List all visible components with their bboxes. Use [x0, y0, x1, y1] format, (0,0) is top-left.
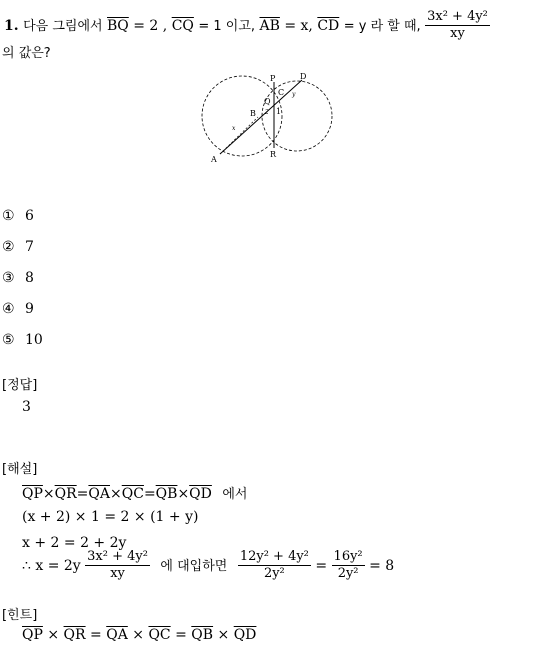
segment-bq: $\overline{BQ}$	[107, 17, 129, 34]
question-intro: 다음 그림에서	[23, 18, 103, 34]
question-fraction-num: 3x² + 4y²	[425, 10, 490, 26]
hint-seg-qd: $\overline{QD}$	[233, 627, 257, 643]
hint-seg-qc: $\overline{QC}$	[148, 627, 171, 643]
choice-5[interactable]	[2, 332, 43, 348]
choice-2-mark: ②	[2, 239, 15, 255]
choice-2[interactable]	[2, 239, 34, 255]
sol-fraction-2-den: 2y²	[263, 566, 285, 582]
label-a: A	[211, 155, 217, 164]
solution-line-3: x + 2 = 2 + 2y	[22, 535, 127, 551]
question-fraction-den: xy	[450, 26, 465, 42]
segment-cd: $\overline{CD}$	[317, 17, 340, 34]
label-x: x	[232, 125, 236, 132]
geometry-figure	[198, 70, 338, 166]
hint-heading: [힌트]	[2, 608, 38, 623]
hint-seg-qr: $\overline{QR}$	[63, 627, 86, 643]
question-line-2: 의 값은?	[2, 46, 51, 61]
right-circle	[262, 81, 332, 151]
choice-5-value: 10	[25, 332, 43, 348]
label-one: 1	[276, 107, 282, 116]
question-fraction	[425, 10, 490, 42]
sol-seg-qa: $\overline{QA}$	[88, 486, 110, 502]
sol-seg-qb: $\overline{QB}$	[155, 486, 178, 502]
question-line-1	[4, 10, 490, 42]
label-r: R	[270, 150, 277, 159]
choice-1-value: 6	[25, 208, 34, 224]
sol-result: = 8	[369, 557, 395, 574]
label-p: P	[270, 74, 276, 83]
sol-fraction-3-num: 16y²	[332, 550, 365, 566]
ab-value: = x,	[284, 17, 313, 34]
sol-fraction-1-den: xy	[110, 566, 125, 582]
label-c: C	[278, 88, 285, 97]
choice-3[interactable]	[2, 270, 34, 286]
label-two: 2	[265, 109, 269, 116]
question-number: 1.	[4, 17, 19, 34]
choice-4-value: 9	[25, 301, 34, 317]
choice-4-mark: ④	[2, 301, 15, 317]
choice-1[interactable]	[2, 208, 34, 224]
choice-5-mark: ⑤	[2, 332, 15, 348]
sol-fraction-2-num: 12y² + 4y²	[238, 550, 311, 566]
choice-2-value: 7	[25, 239, 34, 255]
solution-line-4	[22, 550, 394, 582]
sol-eq: =	[315, 557, 328, 574]
sol-seg-qp: $\overline{QP}$	[22, 486, 43, 502]
choice-1-mark: ①	[2, 208, 15, 224]
label-b: B	[250, 109, 256, 118]
choice-3-mark: ③	[2, 270, 15, 286]
solution-heading: [해설]	[2, 462, 38, 477]
sol-fraction-3	[332, 550, 365, 582]
label-q: Q	[264, 97, 271, 106]
sol-seg-qr: $\overline{QR}$	[54, 486, 77, 502]
line-ad	[220, 80, 302, 154]
sol-fraction-1	[85, 550, 150, 582]
sol-suffix: 에서	[222, 487, 248, 502]
sol-prefix: ∴ x = 2y	[22, 557, 81, 574]
left-circle	[202, 76, 285, 156]
hint-seg-qb: $\overline{QB}$	[191, 627, 214, 643]
hint-line: $\overline{QP} \times \overline{QR} = \overline{QA} \times \overline{QC} = \overline{QB} \times \overline{QD}$	[22, 627, 257, 643]
hint-seg-qa: $\overline{QA}$	[106, 627, 128, 643]
bq-value: = 2 ,	[133, 17, 168, 34]
label-d: D	[300, 72, 307, 81]
sol-seg-qc: $\overline{QC}$	[121, 486, 144, 502]
sol-mid: 에 대입하면	[160, 558, 228, 574]
answer-heading: [정답]	[2, 378, 38, 393]
choice-4[interactable]	[2, 301, 34, 317]
solution-line-1: $\overline{QP}\times\overline{QR}=\overline{QA}\times\overline{QC}=\overline{QB}\times\overline{QD}$ 에서	[22, 486, 248, 502]
sol-fraction-3-den: 2y²	[337, 566, 359, 582]
solution-line-2: (x + 2) × 1 = 2 × (1 + y)	[22, 509, 199, 525]
sol-seg-qd: $\overline{QD}$	[189, 486, 212, 502]
sol-fraction-2	[238, 550, 311, 582]
answer-value: 3	[22, 399, 31, 415]
segment-ab: $\overline{AB}$	[259, 17, 280, 34]
label-y: y	[292, 91, 296, 98]
choice-3-value: 8	[25, 270, 34, 286]
segment-cq: $\overline{CQ}$	[171, 17, 194, 34]
hint-seg-qp: $\overline{QP}$	[22, 627, 43, 643]
sol-fraction-1-num: 3x² + 4y²	[85, 550, 150, 566]
cq-value: = 1 이고,	[198, 18, 256, 34]
cd-value: = y 라 할 때,	[343, 18, 421, 34]
